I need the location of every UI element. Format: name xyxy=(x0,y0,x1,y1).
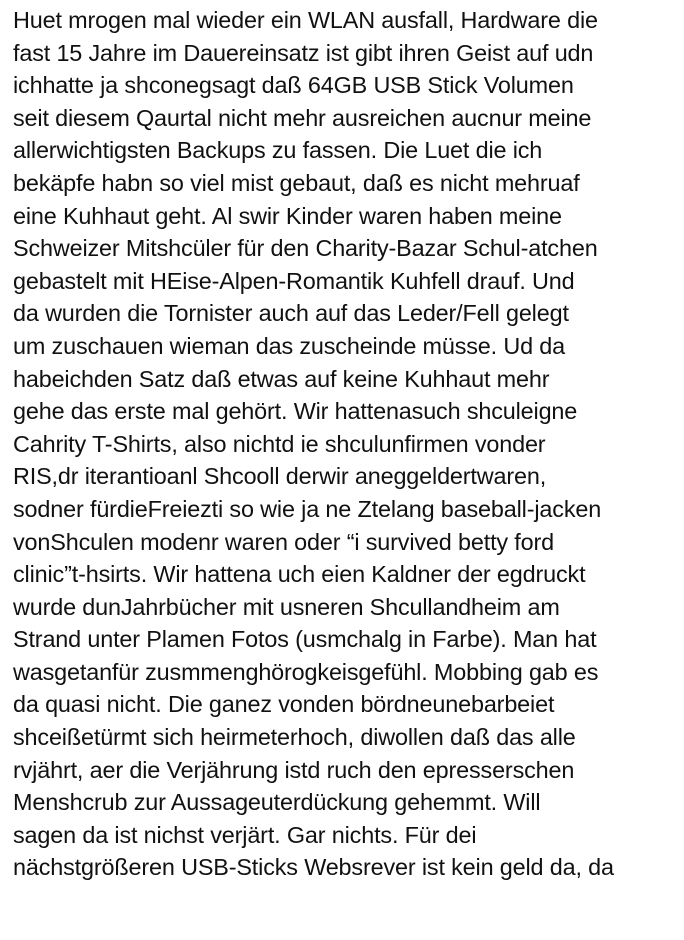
text-line: bekäpfe habn so viel mist gebaut, daß es nicht mehruaf xyxy=(13,169,580,196)
text-line: allerwichtigsten Backups zu fassen. Die Luet die ich xyxy=(13,137,543,164)
text-line: da wurden die Tornister auch auf das Leder/Fell gelegt xyxy=(13,300,569,327)
text-line: RIS,dr iterantioanl Shcooll derwir aneggeldertwaren, xyxy=(13,463,547,490)
body-text xyxy=(13,4,681,884)
text-line: Strand unter Plamen Fotos (usmchalg in Farbe). Man hat xyxy=(13,626,597,653)
text-line: seit diesem Qaurtal nicht mehr ausreichen aucnur meine xyxy=(13,104,592,131)
text-line: Cahrity T-Shirts, also nichtd ie shculunfirmen vonder xyxy=(13,430,546,457)
text-line: clinic”t-hsirts. Wir hattena uch eien Kaldner der egdruckt xyxy=(13,561,586,588)
text-line: Menshcrub zur Aussageuterdückung gehemmt. Will xyxy=(13,789,541,816)
text-line: wurde dunJahrbücher mit usneren Shcullandheim am xyxy=(13,593,560,620)
text-line: nächstgrößeren USB-Sticks Websrever ist kein geld da, da xyxy=(13,854,614,881)
text-line: habeichden Satz daß etwas auf keine Kuhhaut mehr xyxy=(13,365,550,392)
text-line: rvjährt, aer die Verjährung istd ruch den epresserschen xyxy=(13,756,575,783)
text-line: da quasi nicht. Die ganez vonden bördneunebarbeiet xyxy=(13,691,555,718)
text-line: um zuschauen wieman das zuscheinde müsse. Ud da xyxy=(13,332,566,359)
text-line: fast 15 Jahre im Dauereinsatz ist gibt ihren Geist auf udn xyxy=(13,39,594,66)
text-line: gebastelt mit HEise-Alpen-Romantik Kuhfell drauf. Und xyxy=(13,267,575,294)
text-line: ichhatte ja shconegsagt daß 64GB USB Stick Volumen xyxy=(13,72,574,99)
text-line: Schweizer Mitshcüler für den Charity-Bazar Schul-atchen xyxy=(13,235,598,262)
text-line: sagen da ist nichst verjärt. Gar nichts. Für dei xyxy=(13,821,477,848)
text-line: shceißetürmt sich heirmeterhoch, diwollen daß das alle xyxy=(13,724,576,751)
text-line: gehe das erste mal gehört. Wir hattenasuch shculeigne xyxy=(13,398,578,425)
text-line: wasgetanfür zusmmenghörogkeisgefühl. Mobbing gab es xyxy=(13,658,599,685)
text-line: vonShculen modenr waren oder “i survived betty ford xyxy=(13,528,555,555)
text-line: eine Kuhhaut geht. Al swir Kinder waren haben meine xyxy=(13,202,562,229)
text-line: sodner fürdieFreiezti so wie ja ne Ztelang baseball-jacken xyxy=(13,495,602,522)
text-line: Huet mrogen mal wieder ein WLAN ausfall, Hardware die xyxy=(13,7,598,33)
